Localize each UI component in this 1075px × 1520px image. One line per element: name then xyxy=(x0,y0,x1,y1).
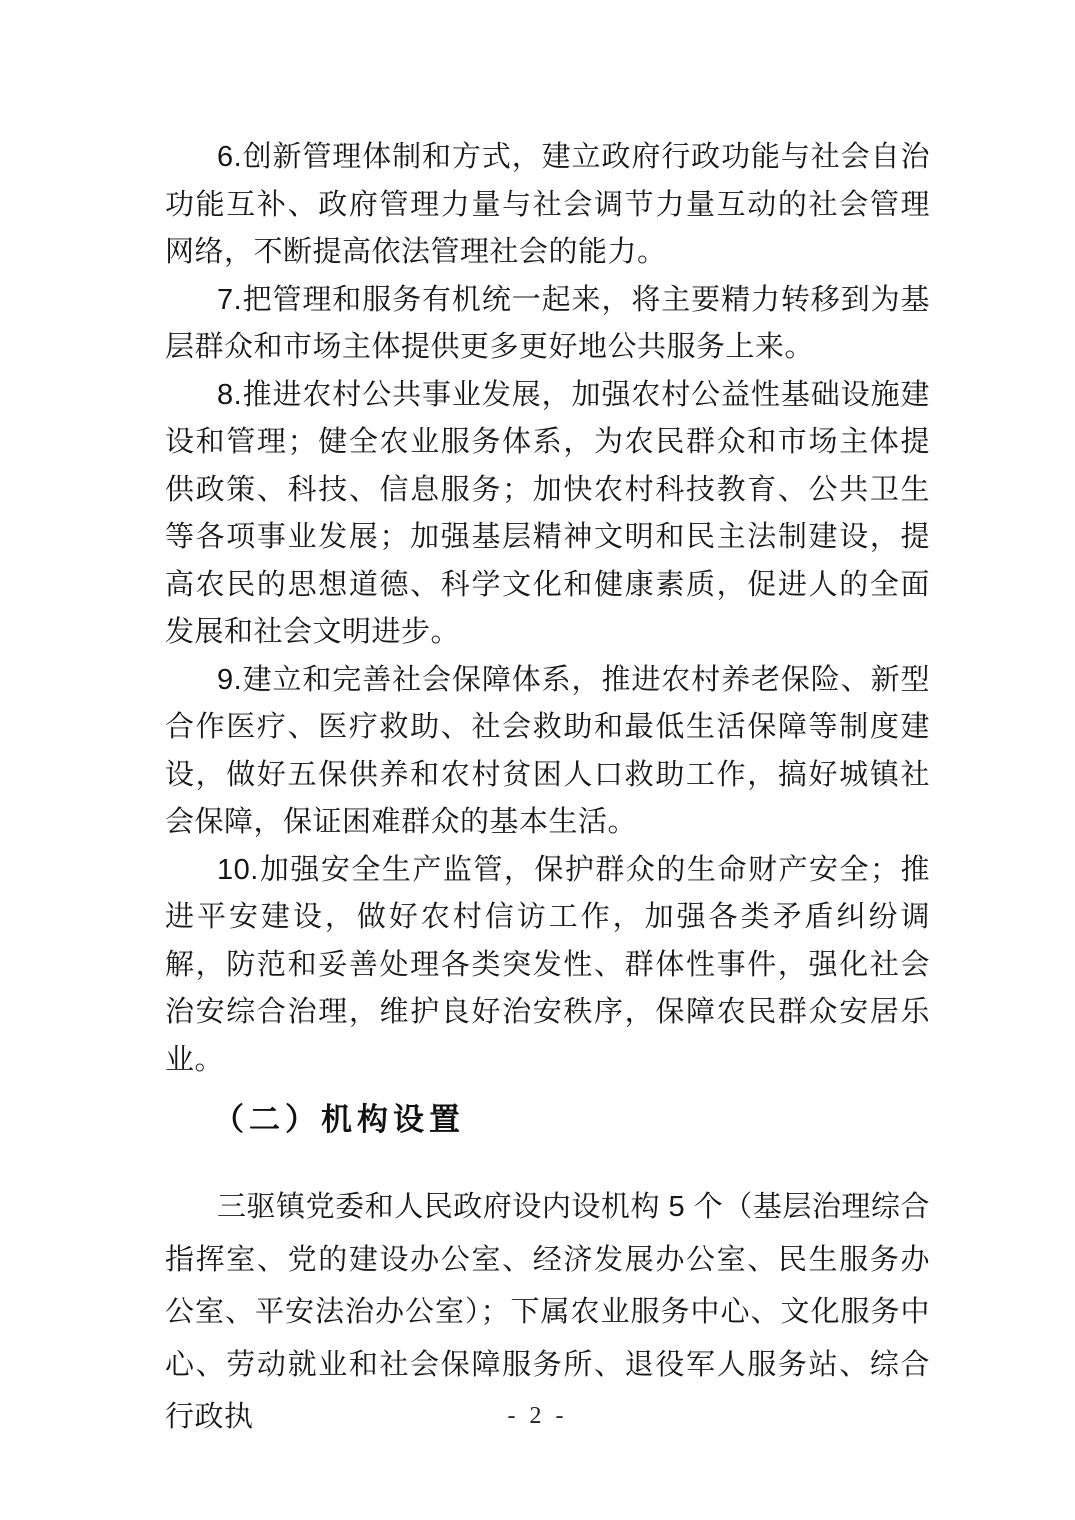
document-body xyxy=(165,134,930,1444)
paragraph-item-9: 9.建立和完善社会保障体系，推进农村养老保险、新型合作医疗、医疗救助、社会救助和最低生活保障等制度建设，做好五保供养和农村贫困人口救助工作，搞好城镇社会保障，保证困难群众的基本生活。 xyxy=(165,663,930,838)
paragraph-item-7: 7.把管理和服务有机统一起来，将主要精力转移到为基层群众和市场主体提供更多更好地公共服务上来。 xyxy=(165,283,930,363)
paragraph-org-structure: 三驱镇党委和人民政府设内设机构 5 个（基层治理综合指挥室、党的建设办公室、经济发展办公室、民生服务办公室、平安法治办公室）；下属农业服务中心、文化服务中心、劳动就业和社会保障服务所、退役军人服务站、综合行政执 xyxy=(165,1191,930,1433)
section-heading-organization-setup: （二）机构设置 xyxy=(213,1102,465,1137)
paragraph-item-8: 8.推进农村公共事业发展，加强农村公益性基础设施建设和管理；健全农业服务体系，为农民群众和市场主体提供政策、科技、信息服务；加快农村科技教育、公共卫生等各项事业发展；加强基层精神文明和民主法制建设，提高农民的思想道德、科学文化和健康素质，促进人的全面发展和社会文明进步。 xyxy=(165,378,930,648)
paragraph-item-10: 10.加强安全生产监管，保护群众的生命财产安全；推进平安建设，做好农村信访工作，加强各类矛盾纠纷调解，防范和妥善处理各类突发性、群体性事件，强化社会治安综合治理，维护良好治安秩序，保障农民群众安居乐业。 xyxy=(165,853,930,1076)
page-number: - 2 - xyxy=(507,1403,568,1429)
paragraph-item-6: 6.创新管理体制和方式，建立政府行政功能与社会自治功能互补、政府管理力量与社会调节力量互动的社会管理网络，不断提高依法管理社会的能力。 xyxy=(165,141,930,268)
